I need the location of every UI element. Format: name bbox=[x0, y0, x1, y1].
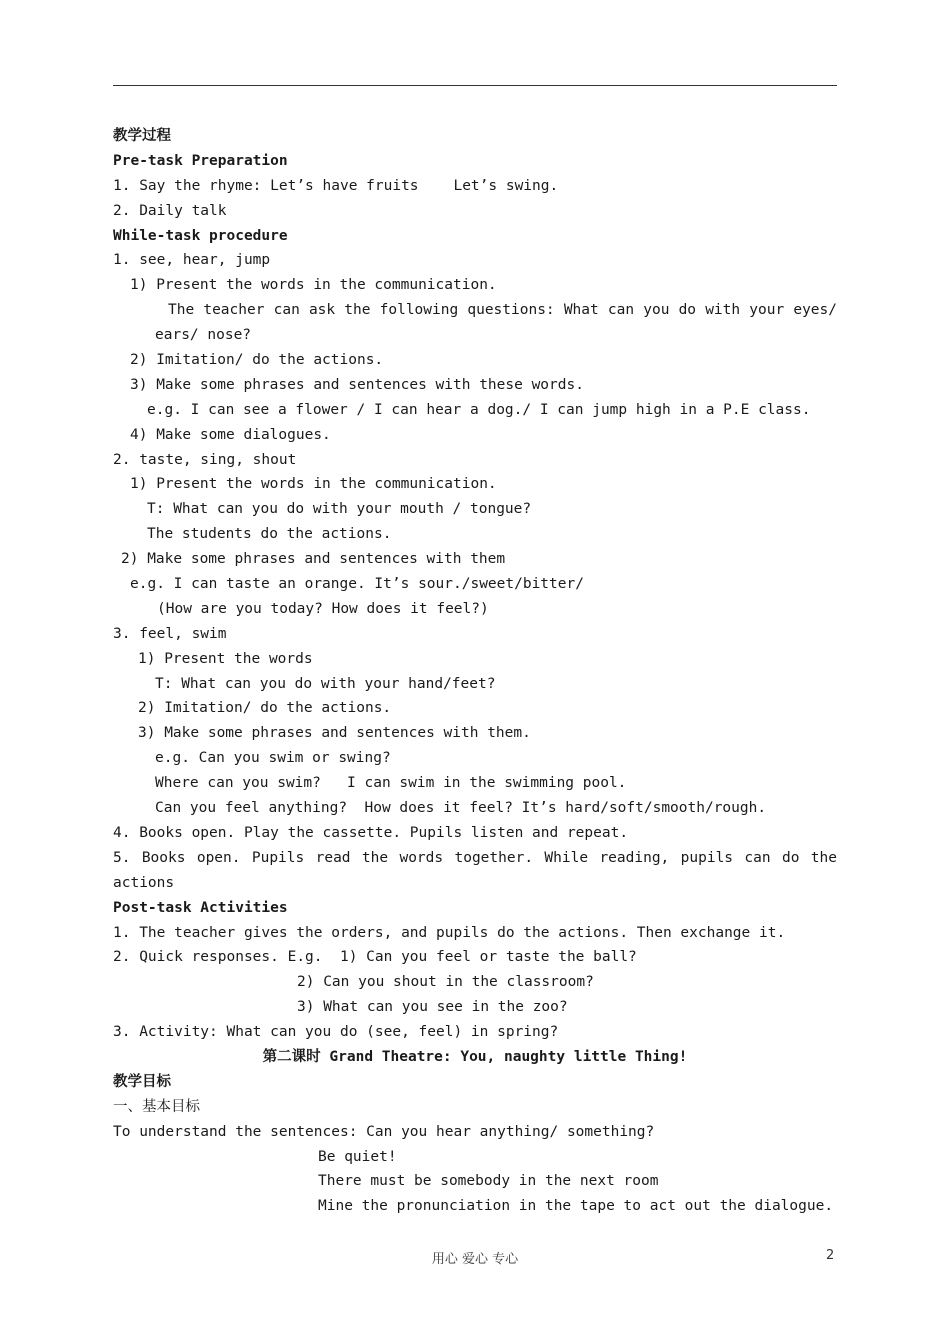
text-line: 2) Can you shout in the classroom? bbox=[297, 974, 594, 991]
section-heading: While-task procedure bbox=[113, 227, 288, 244]
text-line: 3) What can you see in the zoo? bbox=[297, 999, 568, 1016]
text-line: 1. Say the rhyme: Let’s have fruits Let’s swing. bbox=[113, 177, 559, 194]
text-line: 2) Imitation/ do the actions. bbox=[138, 700, 392, 717]
text-line: 4) Make some dialogues. bbox=[130, 426, 331, 443]
text-line: e.g. Can you swim or swing? bbox=[155, 750, 391, 767]
text-line: 3. feel, swim bbox=[113, 625, 227, 642]
section-heading: 教学目标 bbox=[113, 1073, 171, 1090]
text-line: e.g. I can taste an orange. It’s sour./sweet/bitter/ bbox=[130, 576, 584, 593]
text-line: T: What can you do with your mouth / tongue? bbox=[147, 501, 532, 518]
text-line: 3) Make some phrases and sentences with these words. bbox=[130, 376, 584, 393]
text-line: The teacher can ask the following questions: What can you do with your eyes/ bbox=[168, 302, 837, 319]
text-line: 1. The teacher gives the orders, and pupils do the actions. Then exchange it. bbox=[113, 924, 786, 941]
text-line: 1) Present the words in the communication. bbox=[130, 476, 497, 493]
text-line: Mine the pronunciation in the tape to act out the dialogue. bbox=[318, 1198, 834, 1215]
text-line: 一、基本目标 bbox=[113, 1098, 200, 1115]
footer-motto: 用心 爱心 专心 bbox=[431, 1252, 519, 1267]
text-line: T: What can you do with your hand/feet? bbox=[155, 675, 496, 692]
text-line: 5. Books open. Pupils read the words together. While reading, pupils can do the bbox=[113, 849, 837, 866]
text-line: ears/ nose? bbox=[155, 327, 252, 344]
section-heading: 第二课时 Grand Theatre: You, naughty little Thing! bbox=[262, 1048, 688, 1065]
text-line: There must be somebody in the next room bbox=[318, 1173, 659, 1190]
text-line: 2. Quick responses. E.g. 1) Can you feel or taste the ball? bbox=[113, 949, 637, 966]
page-number: 2 bbox=[826, 1248, 835, 1263]
text-line: Be quiet! bbox=[318, 1148, 397, 1165]
text-line: 2) Imitation/ do the actions. bbox=[130, 352, 384, 369]
text-line: e.g. I can see a flower / I can hear a dog./ I can jump high in a P.E class. bbox=[147, 401, 811, 418]
section-heading: 教学过程 bbox=[113, 128, 171, 144]
text-line: 2. taste, sing, shout bbox=[113, 451, 297, 468]
text-line: 1) Present the words in the communication. bbox=[130, 277, 497, 294]
section-heading: Pre-task Preparation bbox=[113, 152, 288, 169]
text-line: 1. see, hear, jump bbox=[113, 252, 271, 269]
text-line: (How are you today? How does it feel?) bbox=[157, 600, 489, 617]
page-footer bbox=[0, 1248, 950, 1268]
text-line: 3) Make some phrases and sentences with them. bbox=[138, 725, 531, 742]
text-line: 2. Daily talk bbox=[113, 202, 227, 219]
section-heading: Post-task Activities bbox=[113, 899, 288, 916]
text-line: 2) Make some phrases and sentences with them bbox=[121, 551, 506, 568]
text-line: Where can you swim? I can swim in the swimming pool. bbox=[155, 775, 627, 792]
document-body bbox=[113, 124, 837, 1219]
text-line: 1) Present the words bbox=[138, 650, 313, 667]
text-line: 3. Activity: What can you do (see, feel) in spring? bbox=[113, 1024, 559, 1041]
text-line: 4. Books open. Play the cassette. Pupils listen and repeat. bbox=[113, 824, 629, 841]
header-rule bbox=[113, 85, 837, 86]
text-line: actions bbox=[113, 874, 175, 891]
text-line: To understand the sentences: Can you hear anything/ something? bbox=[113, 1123, 655, 1140]
text-line: The students do the actions. bbox=[147, 526, 392, 543]
text-line: Can you feel anything? How does it feel? It’s hard/soft/smooth/rough. bbox=[155, 800, 767, 817]
